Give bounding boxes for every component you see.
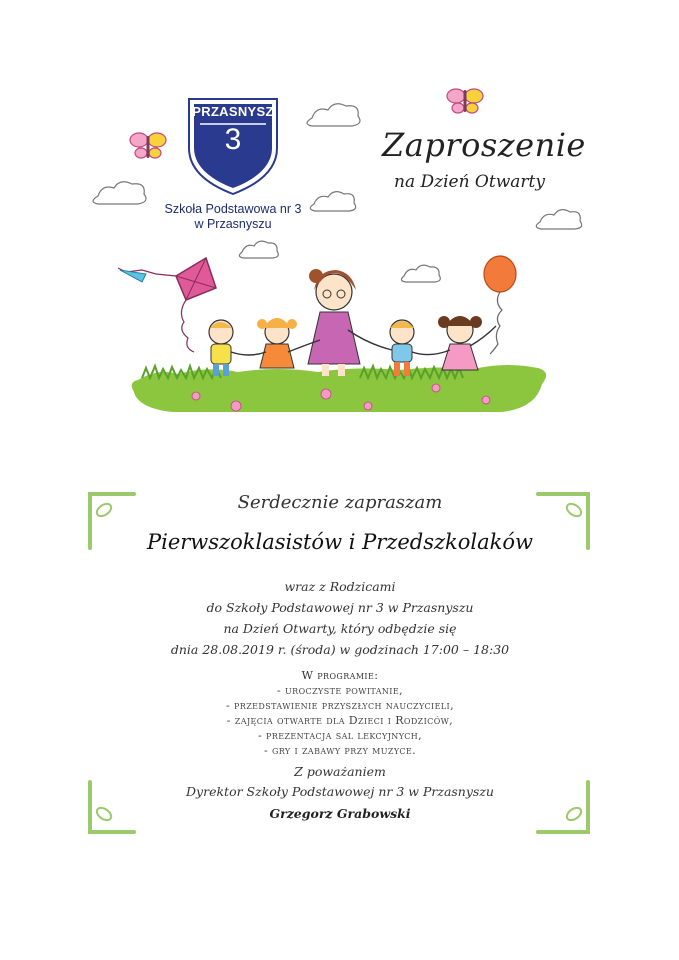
balloon-icon (484, 256, 516, 354)
page-subtitle: na Dzień Otwarty (394, 172, 545, 192)
butterfly-icon (130, 133, 166, 158)
invitation-line: dnia 28.08.2019 r. (środa) w godzinach 17:00 – 18:30 (170, 642, 510, 657)
logo-number: 3 (224, 123, 242, 156)
kite-icon (118, 258, 216, 352)
signature-title: Dyrektor Szkoły Podstawowej nr 3 w Przasnyszu (186, 784, 494, 799)
program-item: - gry i zabawy przy muzyce. (263, 744, 417, 757)
invitation-line: na Dzień Otwarty, który odbędzie się (223, 621, 457, 636)
cloud-icon (401, 265, 440, 282)
invitation-line: wraz z Rodzicami (284, 579, 396, 594)
child-figure (209, 320, 233, 376)
teacher-figure (308, 269, 360, 376)
cloud-icon (310, 192, 355, 211)
page-title: Zaproszenie (382, 126, 586, 164)
child-figure (257, 318, 297, 368)
program-item: - prezentacja sal lekcyjnych, (257, 729, 423, 742)
program-item: - uroczyste powitanie, (277, 684, 403, 697)
school-name-line1: Szkoła Podstawowa nr 3 (164, 202, 302, 216)
signature-name: Grzegorz Grabowski (269, 806, 411, 821)
cloud-icon (536, 210, 581, 229)
logo-city: PRZASNYSZ (192, 104, 274, 119)
butterfly-icon (447, 89, 483, 113)
program-item: - przedstawienie przyszłych nauczycieli, (226, 699, 454, 712)
child-figure (390, 320, 414, 376)
program-title: W programie: (301, 669, 379, 682)
school-name-line2: w Przasnyszu (194, 217, 272, 231)
guests-heading: Pierwszoklasistów i Przedszkolaków (146, 530, 534, 554)
cloud-icon (239, 241, 278, 258)
cloud-icon (307, 104, 360, 126)
invitation-details (90, 576, 590, 660)
cloud-icon (93, 182, 146, 204)
greeting: Serdecznie zapraszam (237, 492, 443, 513)
invitation-line: do Szkoły Podstawowej nr 3 w Przasnyszu (206, 600, 474, 615)
signature-regards: Z poważaniem (294, 764, 386, 779)
header-illustration (0, 0, 679, 430)
program-list (190, 683, 490, 758)
program-item: - zajęcia otwarte dla Dzieci i Rodziców, (226, 714, 454, 727)
